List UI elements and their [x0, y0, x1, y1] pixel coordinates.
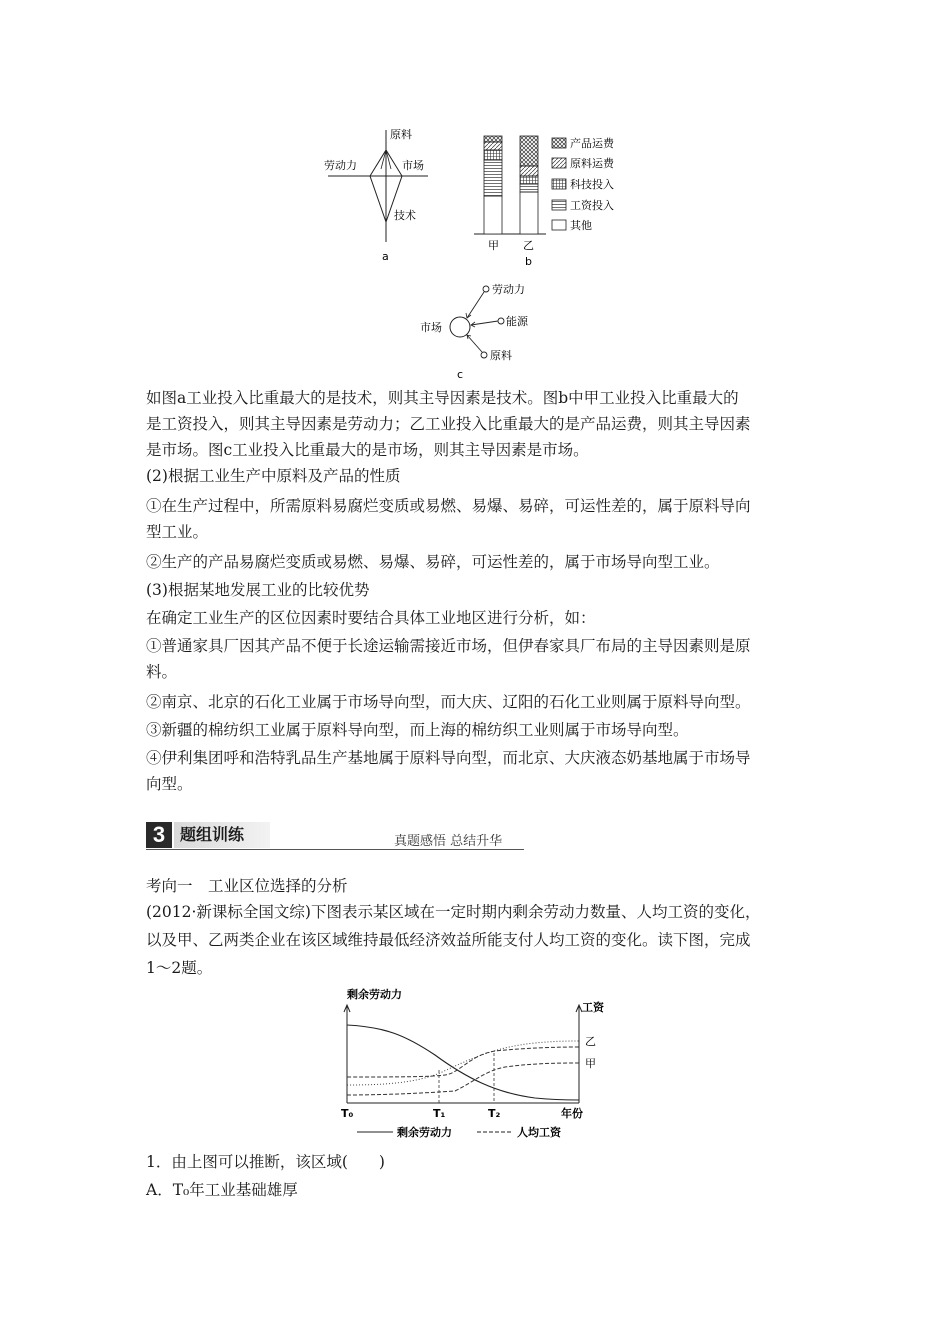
section-divider [146, 849, 524, 850]
fig-c-labor: 劳动力 [492, 283, 525, 296]
para-line-3: 是市场。图c工业投入比重最大的是市场，则其主导因素是市场。 [146, 441, 589, 459]
fig-a-top-label: 原料 [390, 128, 412, 141]
fig-a-caption: a [382, 250, 389, 263]
question-heading: 考向一 工业区位选择的分析 [146, 877, 348, 895]
chart-series-yi: 乙 [585, 1035, 596, 1048]
bar-jia-product [484, 136, 502, 142]
bar-jia-raw [484, 142, 502, 150]
chart-right-axis-label: 工资 [582, 1001, 604, 1014]
para-line-15: 向型。 [146, 775, 193, 793]
figure-b [468, 128, 638, 268]
fig-c-energy: 能源 [506, 315, 528, 328]
para-line-1: 如图a工业投入比重最大的是技术，则其主导因素是技术。图b中甲工业投入比重最大的 [146, 389, 739, 407]
fig-c-center: 市场 [420, 321, 442, 334]
para-line-6: 型工业。 [146, 523, 209, 541]
para-line-8: (3)根据某地发展工业的比较优势 [146, 581, 370, 599]
fig-a-bottom-label: 技术 [394, 209, 416, 222]
bar-yi-wage [520, 184, 538, 192]
chart-tick-t1: T₁ [433, 1107, 446, 1120]
chart-left-axis-label: 剩余劳动力 [347, 988, 402, 1001]
curve-yi [347, 1041, 579, 1085]
para-line-11: 料。 [146, 663, 178, 681]
bar-jia-other [484, 196, 502, 234]
bar-yi-raw [520, 166, 538, 176]
bar-yi-other [520, 192, 538, 234]
fig-b-caption: b [525, 255, 532, 268]
figure-a [320, 124, 440, 264]
question-1: 1．由上图可以推断，该区域( ) [146, 1153, 385, 1171]
bar-yi-tech [520, 176, 538, 184]
chart-legend-solid: 剩余劳动力 [397, 1126, 452, 1139]
para-line-5: ①在生产过程中，所需原料易腐烂变质或易燃、易爆、易碎，可运性差的，属于原料导向 [146, 497, 751, 515]
fig-c-caption: c [457, 368, 464, 381]
section-number: 3 [146, 822, 172, 848]
para-line-12: ②南京、北京的石化工业属于市场导向型，而大庆、辽阳的石化工业则属于原料导向型。 [146, 693, 751, 711]
question-intro-3: 1～2题。 [146, 959, 213, 977]
para-line-14: ④伊利集团呼和浩特乳品生产基地属于原料导向型，而北京、大庆液态奶基地属于市场导 [146, 749, 751, 767]
fig-a-left-label: 劳动力 [324, 159, 357, 172]
legend-raw-freight: 原料运费 [570, 157, 614, 170]
chart-series-jia: 甲 [585, 1057, 596, 1070]
question-1-option-a: A．T₀年工业基础雄厚 [146, 1181, 298, 1199]
bar-yi-product [520, 136, 538, 166]
section-title: 题组训练 [174, 822, 270, 848]
legend-other: 其他 [570, 219, 592, 232]
surplus-labor-curve [347, 1025, 579, 1100]
question-intro-2: 以及甲、乙两类企业在该区域维持最低经济效益所能支付人均工资的变化。读下图，完成 [146, 931, 751, 949]
legend-wage-input: 工资投入 [570, 199, 614, 212]
section-subtitle: 真题感悟 总结升华 [394, 834, 503, 849]
figure-c [414, 278, 544, 382]
wage-curve [347, 1063, 579, 1095]
bar-jia-wage [484, 160, 502, 196]
para-line-13: ③新疆的棉纺织工业属于原料导向型，而上海的棉纺织工业则属于市场导向型。 [146, 721, 689, 739]
labor-wage-chart [335, 985, 620, 1143]
chart-tick-t2: T₂ [488, 1107, 501, 1120]
para-line-9: 在确定工业生产的区位因素时要结合具体工业地区进行分析，如： [146, 609, 596, 627]
para-line-4: (2)根据工业生产中原料及产品的性质 [146, 467, 401, 485]
fig-c-raw: 原料 [490, 349, 512, 362]
para-line-2: 是工资投入，则其主导因素是劳动力；乙工业投入比重最大的是产品运费，则其主导因素 [146, 415, 751, 433]
fig-b-cat-yi: 乙 [523, 239, 534, 252]
question-intro-1: (2012·新课标全国文综)下图表示某区域在一定时期内剩余劳动力数量、人均工资的变化， [146, 903, 761, 921]
chart-legend-dashed: 人均工资 [517, 1126, 561, 1139]
para-line-10: ①普通家具厂因其产品不便于长途运输需接近市场，但伊春家具厂布局的主导因素则是原 [146, 637, 751, 655]
legend-tech-input: 科技投入 [570, 178, 614, 191]
fig-a-right-label: 市场 [402, 159, 424, 172]
bar-jia-tech [484, 150, 502, 160]
chart-tick-t0: T₀ [341, 1107, 354, 1120]
legend-product-freight: 产品运费 [570, 137, 614, 150]
chart-tick-year: 年份 [561, 1107, 583, 1120]
para-line-7: ②生产的产品易腐烂变质或易燃、易爆、易碎，可运性差的，属于市场导向型工业。 [146, 553, 720, 571]
curve-jia [347, 1047, 579, 1077]
fig-b-cat-jia: 甲 [488, 239, 499, 252]
